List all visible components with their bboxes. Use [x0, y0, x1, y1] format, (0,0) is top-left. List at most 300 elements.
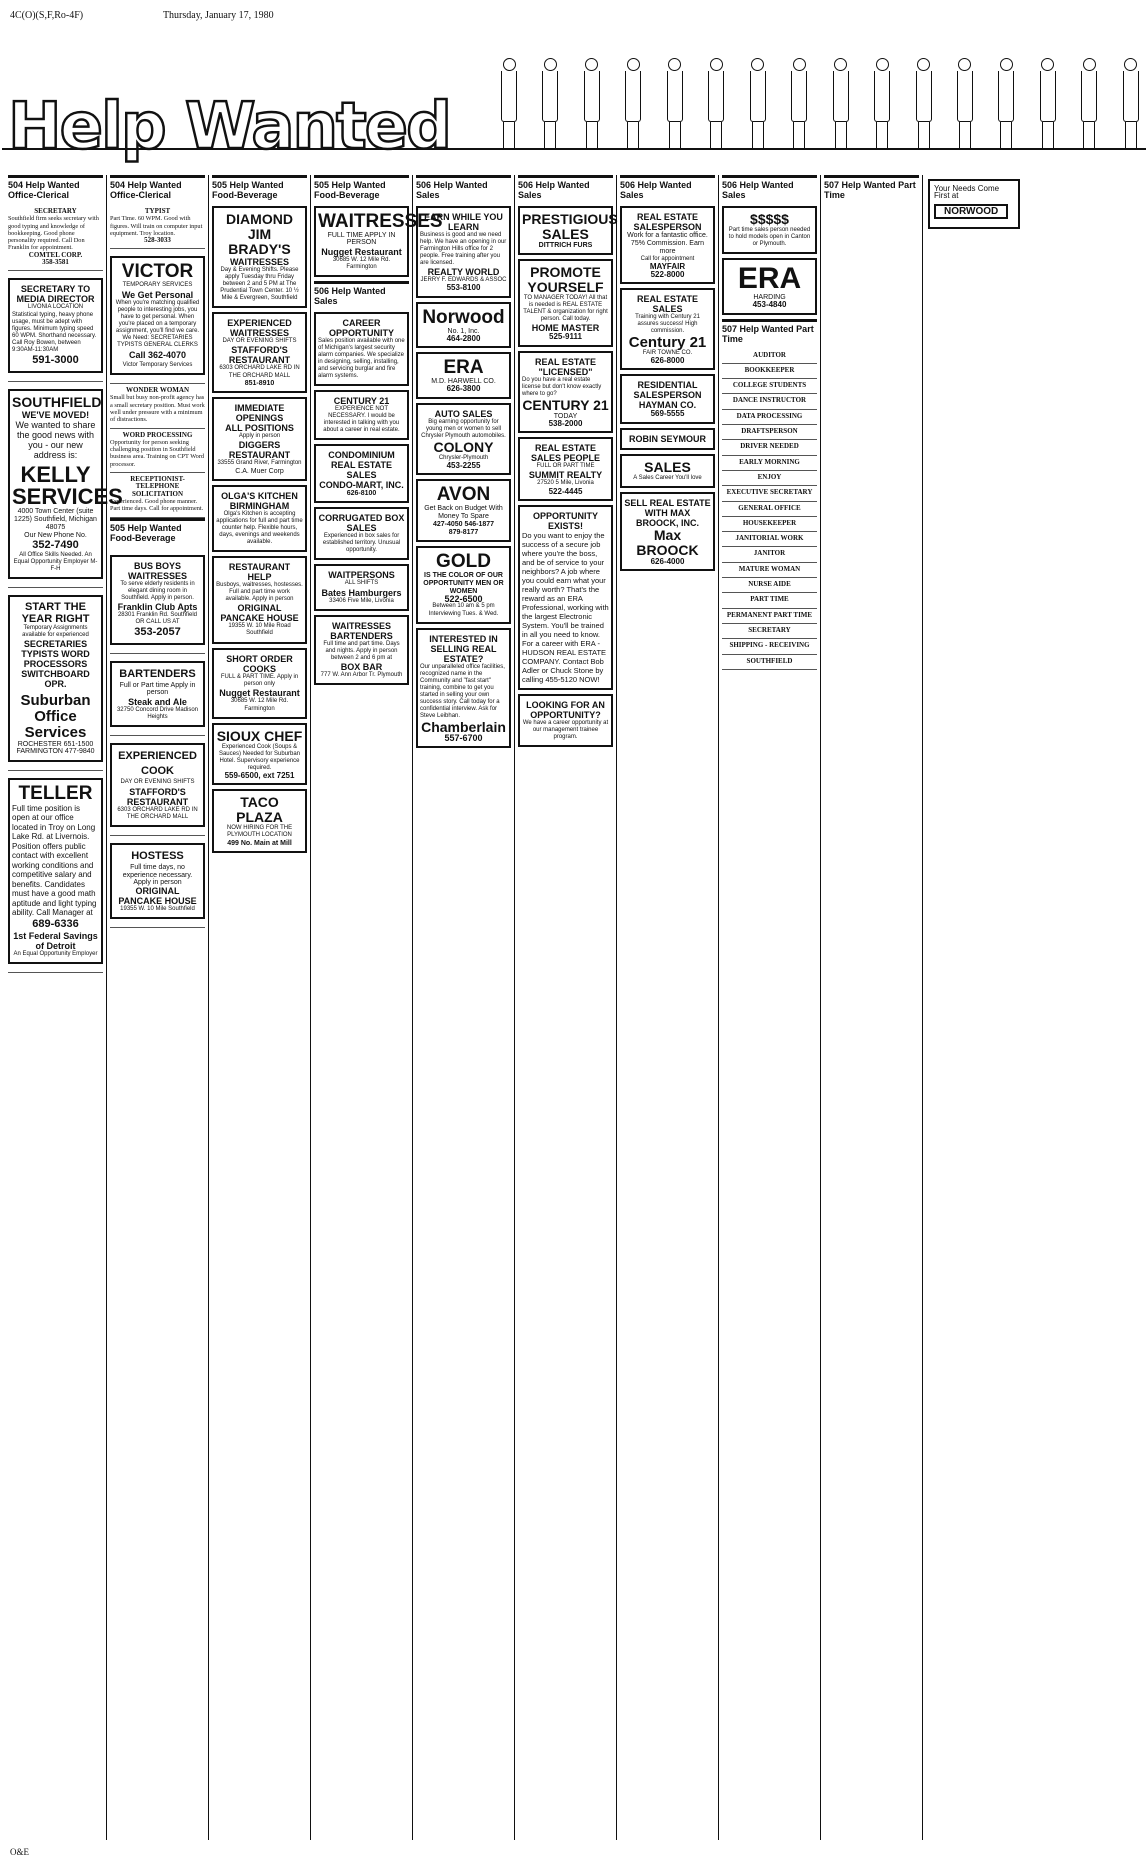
ad-gold: [416, 546, 511, 624]
section-header: 506 Help Wanted Sales: [722, 175, 817, 202]
ad-body: To serve elderly residents in elegant dining room in Southfield. Apply in person.: [120, 580, 195, 601]
ad-company: Suburban Office Services: [20, 691, 91, 741]
ad-sub: Your Needs Come First at: [934, 184, 1000, 201]
ad-body: EXPERIENCE NOT NECESSARY. I would be interested in talking with you about a career in real estate.: [323, 406, 400, 434]
part-time-list: [722, 349, 817, 670]
ad-heading: TELLER: [18, 782, 93, 804]
ad-realty-world: [416, 206, 511, 298]
ad-heading: REAL ESTATE SALES: [636, 293, 698, 314]
section-header: 505 Help Wanted Food-Beverage: [110, 518, 205, 545]
worker-figure-icon: [915, 58, 933, 150]
column-2: [107, 175, 209, 1840]
ad-body: Sales position available with one of Michigan's largest security alarm companies. We specialize in designing, selling, installing, and servicing burglar and fire alarm systems.: [318, 338, 405, 380]
ad-kelly: [8, 382, 123, 588]
part-time-ad: [722, 425, 817, 440]
ad-note: All Office Skills Needed. An Equal Opportunity Employer M-F-H: [13, 551, 98, 572]
ad-heading: LOOKING FOR AN OPPORTUNITY?: [526, 700, 605, 721]
ad-sub: No. 1, Inc.: [447, 327, 480, 335]
banner-title: Help Wanted: [8, 90, 450, 164]
ad-corrugated: [314, 507, 409, 560]
ad-heading: RESTAURANT HELP: [228, 562, 291, 583]
display-box: [8, 778, 103, 964]
ad-heading: PRESTIGIOUS SALES: [522, 211, 618, 242]
ad-company: ORIGINAL PANCAKE HOUSE: [118, 886, 197, 907]
part-time-ad: [722, 563, 817, 578]
ad-sub: LIVONIA LOCATION: [27, 304, 84, 311]
ad-steak-and-ale: [110, 654, 205, 736]
part-time-ad: [722, 410, 817, 425]
section-header: 505 Help Wanted Food-Beverage: [212, 175, 307, 202]
ad-sub: A Sales Career You'll love: [633, 474, 702, 481]
ad-company: DIGGERS RESTAURANT: [228, 440, 291, 461]
ad-box-bar: [314, 615, 409, 685]
ad-opportunity-exists: [518, 505, 613, 690]
ad-company: CENTURY 21: [522, 396, 609, 413]
ad-heading: $$$$$: [750, 211, 789, 227]
section-header: 504 Help Wanted Office-Clerical: [8, 175, 103, 202]
part-time-ad: [722, 609, 817, 624]
ad-career-opportunity: [314, 312, 409, 386]
ad-sub: FAIR TOWNE CO.: [642, 349, 693, 356]
part-time-ad: [722, 502, 817, 517]
ad-olgas-kitchen: [212, 485, 307, 552]
ad-company: REALTY WORLD: [427, 267, 500, 277]
ad-heading: REAL ESTATE SALESPERSON: [633, 212, 702, 232]
ad-company: OLGA'S KITCHEN BIRMINGHAM: [221, 491, 298, 512]
ad-address: 6303 ORCHARD LAKE RD IN THE ORCHARD MALL: [219, 365, 300, 379]
ad-era-harwell: [416, 352, 511, 399]
ad-sub: TEMPORARY SERVICES: [122, 282, 193, 289]
column-10: [923, 175, 1025, 1840]
ad-bates: [314, 564, 409, 611]
section-header: 506 Help Wanted Sales: [620, 175, 715, 202]
ad-heading: DRIVER NEEDED: [740, 442, 799, 451]
ad-company: STAFFORD'S RESTAURANT: [228, 345, 291, 366]
section-header: 506 Help Wanted Sales: [518, 175, 613, 202]
ad-heading: REAL ESTATE SALES PEOPLE: [530, 443, 601, 464]
worker-figure-icon: [956, 58, 974, 150]
ad-secretary: [8, 205, 103, 271]
ad-diggers: [212, 397, 307, 481]
ad-body: Training with Century 21 assures success! High commission.: [635, 313, 700, 334]
ad-phone-label: Our New Phone No.: [24, 531, 87, 539]
ad-heading: HOSTESS: [131, 850, 184, 863]
ad-heading: SECRETARY: [34, 207, 77, 215]
ad-heading: GENERAL OFFICE: [738, 503, 801, 512]
part-time-ad: [722, 593, 817, 608]
worker-figure-icon: [707, 58, 725, 150]
ad-heading: JANITORIAL WORK: [735, 534, 804, 543]
ad-restaurant-help: [212, 556, 307, 644]
ad-phone: 559-6500, ext 7251: [224, 770, 295, 780]
ad-heading: JANITOR: [753, 549, 786, 558]
part-time-ad: [722, 456, 817, 471]
ad-max-broock: [620, 492, 715, 571]
ad-company: COMTEL CORP.: [28, 250, 83, 259]
ad-receptionist: [110, 473, 205, 517]
page-folio: [10, 10, 274, 21]
ad-body: Olga's Kitchen is accepting applications for full and part time counter help. Flexible hours, days, evenings and weekends available.: [216, 511, 303, 546]
ad-century-21-fairtowne: [620, 288, 715, 371]
banner-rule: [2, 148, 1146, 150]
worker-figure-icon: [500, 58, 518, 150]
section-header: 506 Help Wanted Sales: [416, 175, 511, 202]
display-box: [110, 843, 205, 919]
ad-company: Norwood: [422, 306, 505, 328]
ad-sub: WE'VE MOVED!: [21, 409, 90, 420]
ad-heading: OPPORTUNITY EXISTS!: [532, 511, 598, 532]
ad-heading: DATA PROCESSING: [736, 411, 803, 420]
ad-company: SUMMIT REALTY: [528, 470, 603, 481]
ad-hayman: [620, 374, 715, 423]
ad-phone: 626-3800: [446, 384, 481, 394]
ad-company: COLONY: [433, 438, 494, 455]
ad-address: 33555 Grand River, Farmington: [217, 460, 302, 467]
ad-company: Nugget Restaurant: [321, 246, 402, 257]
ad-heading: SECRETARY TO MEDIA DIRECTOR: [16, 284, 95, 305]
ad-robin-seymour: [620, 428, 715, 450]
ad-body: Work for a fantastic office. 75% Commission. Earn more: [627, 232, 708, 255]
ad-company: Nugget Restaurant: [219, 688, 300, 699]
column-9: [821, 175, 923, 1840]
display-box: [8, 389, 123, 579]
ad-summit-realty: [518, 437, 613, 501]
section-header: 505 Help Wanted Food-Beverage: [314, 175, 409, 202]
part-time-ad: [722, 486, 817, 501]
ad-franklin-club: [110, 548, 205, 655]
worker-figure-icon: [666, 58, 684, 150]
ad-heading: COLLEGE STUDENTS: [732, 381, 807, 390]
ad-chamberlain: [416, 628, 511, 748]
ad-phone: FARMINGTON 477-9840: [16, 748, 95, 756]
ad-phone: 525-9111: [549, 332, 582, 342]
ad-note: Between 10 am & 5 pm Interviewing Tues. & Wed.: [428, 603, 499, 617]
norwood-logo: NORWOOD: [934, 204, 1008, 219]
ad-nugget-waitresses: [314, 206, 443, 277]
ad-phone: Call 362-4070: [128, 349, 187, 360]
ad-heading: WONDER WOMAN: [125, 386, 190, 395]
ad-body: Full time and part time. Days and nights. Apply in person between 2 and 6 pm at: [323, 641, 400, 662]
ad-address: 19355 W. 10 Mile Road Southfield: [228, 623, 291, 637]
ad-phone: 353-2057: [134, 626, 181, 639]
ad-sub: DAY OR EVENING SHIFTS: [120, 779, 195, 786]
ad-heading: SHORT ORDER COOKS: [226, 653, 293, 674]
section-header: 507 Help Wanted Part Time: [824, 175, 919, 202]
ad-diamond-jim: [212, 206, 307, 308]
ad-heading: MATURE WOMAN: [738, 564, 801, 573]
ad-company: SIOUX CHEF: [216, 727, 303, 744]
ad-looking: [518, 694, 613, 747]
ad-heading: EXECUTIVE SECRETARY: [726, 488, 813, 497]
ad-company: Chamberlain: [421, 718, 506, 735]
worker-figure-icon: [1122, 58, 1140, 150]
display-box: [110, 661, 205, 727]
ad-phone: 464-2800: [446, 333, 481, 343]
ad-heading: SELL REAL ESTATE WITH MAX BROOCK, INC.: [624, 498, 711, 529]
part-time-ad: [722, 364, 817, 379]
ad-address: 27520 5 Mile, Livonia: [537, 480, 594, 487]
display-box: [110, 555, 205, 646]
ad-jobs: SECRETARIES TYPISTS WORD PROCESSORS SWITCHBOARD OPR.: [21, 638, 90, 689]
worker-figure-icon: [997, 58, 1015, 150]
ad-body: Statistical typing, heavy phone usage, must be adept with figures. Minimum typing speed 60 WPM. Shorthand necessary. Call Roy Bowen, between 9:30AM-11:30AM: [12, 311, 97, 353]
ad-heading: EARN WHILE YOU LEARN: [424, 212, 503, 232]
ad-heading: WORD PROCESSING: [122, 430, 193, 439]
ad-sub: ALL SHIFTS: [344, 580, 379, 587]
ad-dittrich: [518, 206, 618, 255]
ad-note: C.A. Muer Corp: [235, 467, 284, 475]
ad-phone: 358-3581: [42, 258, 69, 267]
ad-body: Do you want to enjoy the success of a secure job where you're the boss, and be of service to your neighbors? A job where you could earn what your really worth? That's the reward as an ERA Professional, working with the largest Electronic System. You'll be trained in all you need to know. For a career with ERA - HUDSON REAL ESTATE COMPANY. Contact Bob Adler or Chuck Stone by calling 455-5120 NOW!: [522, 531, 609, 685]
ad-heading: HOUSEKEEPER: [742, 518, 797, 527]
ad-stafford-cook: [110, 736, 205, 836]
worker-figure-icon: [832, 58, 850, 150]
ad-century-21: [314, 390, 409, 440]
ad-company: 1st Federal Savings of Detroit: [13, 930, 98, 951]
ad-body: Southfield firm seeks secretary with good typing and knowledge of bookkeeping. Good phone personality required. Call Don Franklin for appointment.: [8, 215, 99, 252]
masthead-figures: [500, 30, 1140, 150]
ad-phone: 626-8100: [346, 490, 377, 498]
ad-company: Steak and Ale: [128, 696, 187, 707]
ad-heading: TYPIST: [144, 207, 171, 215]
ad-heading: CAREER OPPORTUNITY: [328, 318, 394, 339]
ad-body: We have a career opportunity at our management trainee program.: [522, 720, 609, 741]
ad-heading: PERMANENT PART TIME: [726, 610, 813, 619]
ad-heading: RESIDENTIAL SALESPERSON: [633, 380, 702, 401]
ad-company: CONDO-MART, INC.: [319, 480, 404, 491]
masthead: [0, 30, 1148, 170]
ad-short-order: [212, 648, 307, 719]
ad-heading: ENJOY: [757, 472, 782, 481]
ad-phone: ROCHESTER 651-1500: [17, 740, 94, 748]
ad-note: An Equal Opportunity Employer: [13, 950, 98, 957]
ad-phone: 626-8000: [650, 356, 685, 366]
part-time-ad: [722, 578, 817, 593]
ad-sub: HARDING: [753, 294, 786, 301]
ad-company: Max BROOCK: [636, 527, 699, 559]
ad-phone: 352-7490: [32, 538, 79, 551]
ad-note: Victor Temporary Services: [122, 361, 193, 368]
ad-sub: ALL POSITIONS: [225, 423, 294, 434]
part-time-ad: [722, 532, 817, 547]
ad-body: FULL & PART TIME. Apply in person only: [220, 673, 299, 687]
ad-heading: AUTO SALES: [434, 408, 493, 419]
ad-address: 30685 W. 12 Mile Rd. Farmington: [230, 698, 289, 712]
ad-company: Century 21: [628, 333, 707, 351]
ad-sub: DAY OR EVENING SHIFTS: [222, 338, 297, 344]
ad-company: ERA: [737, 262, 802, 295]
ad-heading: SOUTHFIELD: [746, 656, 793, 665]
section-header: 504 Help Wanted Office-Clerical: [110, 175, 205, 202]
ad-phone: 522-6500: [444, 593, 483, 604]
ad-norwood-display: [928, 179, 1020, 229]
ad-body: Full time days, no experience necessary. Apply in person: [122, 864, 193, 886]
worker-figure-icon: [749, 58, 767, 150]
ad-heading: IMMEDIATE OPENINGS: [234, 403, 285, 424]
ad-body: Full or Part time Apply in person: [119, 682, 196, 697]
display-box: [8, 595, 103, 762]
ad-mayfair: [620, 206, 715, 284]
part-time-ad: [722, 547, 817, 562]
ad-phone: 538-2000: [548, 418, 583, 428]
ad-licensed: [518, 351, 613, 434]
ad-sub: Chrysler-Plymouth: [438, 454, 489, 461]
part-time-ad: [722, 349, 817, 364]
ad-condo-mart: [314, 444, 409, 503]
ad-media-secretary: [8, 271, 103, 381]
worker-figure-icon: [624, 58, 642, 150]
ad-heading: BUS BOYS WAITRESSES: [127, 560, 187, 581]
ad-phone: 591-3000: [32, 353, 79, 366]
ad-avon: [416, 479, 511, 542]
ad-teller: [8, 771, 103, 973]
part-time-ad: [722, 379, 817, 394]
worker-figure-icon: [583, 58, 601, 150]
ad-phone: 522-8000: [650, 269, 685, 279]
ad-heading: WAITRESSES BARTENDERS: [330, 621, 393, 642]
ad-address: 32750 Concord Drive Madison Heights: [116, 706, 199, 721]
ad-company: ERA: [443, 357, 484, 379]
ad-address: 6303 ORCHARD LAKE RD IN THE ORCHARD MALL: [117, 806, 198, 820]
ad-company: VICTOR: [121, 261, 194, 283]
ad-sales-career: [620, 454, 715, 488]
worker-figure-icon: [790, 58, 808, 150]
ad-body: Our unparalleled office facilities, recognized name in the Community and "fast start" training, combine to get you started in selling your own success story. Call today for a confidential interview. Ask for Steve Leibhan.: [420, 663, 505, 719]
ad-phone: 557-6700: [444, 732, 483, 743]
worker-figure-icon: [1039, 58, 1057, 150]
ad-sub: FULL TIME APPLY IN PERSON: [327, 232, 396, 247]
ad-address: 4000 Town Center (suite 1225) Southfield, Michigan 48075: [14, 507, 97, 531]
ad-body: Get Back on Budget With Money To Spare: [424, 505, 503, 521]
ad-heading: SALES: [644, 458, 691, 475]
ad-heading: SECRETARY: [748, 625, 791, 634]
ad-phone: 522-4445: [548, 486, 583, 496]
ad-body: We wanted to share the good news with you - our new address is:: [15, 419, 96, 460]
ad-sioux-chef: [212, 723, 307, 785]
folio-code: 4C(O)(S,F,Ro-4F): [10, 10, 84, 21]
ad-heading: SHIPPING - RECEIVING: [729, 641, 810, 650]
ad-address: 499 No. Main at Mill: [227, 839, 292, 847]
ad-heading: REAL ESTATE "LICENSED": [534, 356, 596, 377]
ad-wonder-woman: [110, 384, 205, 428]
ad-suburban: [8, 588, 103, 771]
ad-heading: ROBIN SEYMOUR: [628, 433, 706, 444]
ad-body: Small but busy non-profit agency has a small secretary position. Must work well under pressure with a minimum of distractions.: [110, 394, 205, 424]
display-box: [110, 256, 205, 375]
ad-body: Full time position is open at our office located in Troy on Long Lake Rd. at Livernois. Position offers public contact with excellent working conditions and competitive salary and benefits. Candidates must have a good math aptitude and light typing ability. Call Manager at: [12, 803, 97, 918]
ad-heading: START THE YEAR RIGHT: [21, 600, 90, 625]
ad-phone: 427-4050 546-1877: [432, 521, 495, 529]
ad-body: When you're matching qualified people to interesting jobs, you have to get personal. When you're placed on a temporary assignment, you'll find we care. We Need: SECRETARIES TYPISTS GENERAL CLERKS: [115, 299, 200, 348]
ad-heading: CONDOMINIUM REAL ESTATE SALES: [328, 450, 395, 481]
column-5: [413, 175, 515, 1840]
worker-figure-icon: [873, 58, 891, 150]
ad-word-processing: [110, 429, 205, 473]
ad-body: Big earning opportunity for young men or women to sell Chrysler Plymouth automobiles.: [421, 418, 506, 439]
ad-body: Busboys, waitresses, hostesses. Full and part time work available. Apply in person: [216, 582, 303, 603]
ad-victor: [110, 249, 205, 384]
ad-heading: NURSE AIDE: [748, 580, 791, 589]
ad-heading: PART TIME: [750, 595, 789, 604]
column-3: [209, 175, 311, 1840]
ad-company: HOME MASTER: [531, 323, 600, 334]
ad-heading: AUDITOR: [753, 350, 786, 359]
ad-heading: CENTURY 21: [333, 396, 390, 407]
part-time-ad: [722, 517, 817, 532]
section-header: 506 Help Wanted Sales: [314, 281, 409, 308]
ad-address: 777 W. Ann Arbor Tr. Plymouth: [320, 672, 403, 679]
ad-note: Call for appointment: [640, 256, 695, 262]
ad-norwood-no1: [416, 302, 511, 349]
ad-body: Apply in person: [238, 433, 281, 440]
ad-heading: CORRUGATED BOX SALES: [318, 513, 405, 534]
worker-figure-icon: [1080, 58, 1098, 150]
ad-body: Part time sales person needed to hold models open in Canton or Plymouth.: [728, 227, 811, 247]
ad-heading: EXPERIENCED COOK: [118, 750, 197, 778]
ad-body: Part Time. 60 WPM. Good with figures. Will train on computer input equipment. Troy location.: [110, 215, 203, 237]
ad-era-harding: [722, 258, 817, 315]
part-time-ad: [722, 394, 817, 409]
ad-company: HAYMAN CO.: [638, 400, 697, 411]
ad-address: 33406 Five Mile, Livonia: [329, 597, 394, 604]
ad-company: DITTRICH FURS: [538, 242, 593, 249]
ad-phone: 626-4000: [650, 557, 685, 567]
ad-heading: SOUTHFIELD: [12, 393, 102, 410]
ad-heading: WAITPERSONS: [328, 570, 395, 581]
ad-phone: 851-8910: [244, 379, 275, 387]
ad-sub: JERRY F. EDWARDS & ASSOC: [420, 277, 507, 283]
ad-heading: RECEPTIONIST-TELEPHONE SOLICITATION: [130, 475, 185, 498]
ad-body: Experienced. Good phone manner. Part time days. Call for appointment.: [110, 497, 204, 513]
ad-phone: 528-3033: [144, 236, 171, 245]
ad-pancake-hostess: [110, 836, 205, 928]
ad-company: ORIGINAL PANCAKE HOUSE: [220, 603, 299, 624]
ad-body: TO MANAGER TODAY! All that is needed is REAL ESTATE TALENT & organization for right person. Call today.: [523, 295, 608, 323]
ad-taco-plaza: [212, 789, 307, 853]
ad-company: TACO PLAZA: [236, 794, 283, 826]
ad-body: Opportunity for person seeking challenging position in Southfield business area. Training on CPT Word processor.: [110, 438, 205, 468]
part-time-ad: [722, 655, 817, 670]
ad-phone: 569-5555: [650, 409, 685, 419]
ad-phone: 553-8100: [446, 283, 481, 293]
column-6: [515, 175, 617, 1840]
ad-heading: EXPERIENCED WAITRESSES: [227, 318, 292, 338]
display-box: [110, 743, 205, 827]
section-header: 507 Help Wanted Part Time: [722, 319, 817, 346]
ad-body: Do you have a real estate license but don't know exactly where to go?: [522, 376, 602, 397]
ad-address: 28301 Franklin Rd. Southfield OR CALL US AT: [117, 611, 198, 625]
ad-sub: TODAY: [553, 412, 578, 420]
ad-company: Bates Hamburgers: [321, 587, 402, 598]
ad-heading: BARTENDERS: [119, 668, 196, 681]
display-box: [8, 278, 103, 372]
ad-heading: INTERESTED IN SELLING REAL ESTATE?: [429, 633, 498, 664]
ad-body: IS THE COLOR OF OUR OPPORTUNITY MEN OR WOMEN: [423, 571, 504, 595]
ad-company: BOX BAR: [340, 662, 383, 673]
ad-sub: M.D. HARWELL CO.: [431, 378, 496, 386]
ad-heading: DANCE INSTRUCTOR: [732, 396, 807, 405]
ad-body: NOW HIRING FOR THE PLYMOUTH LOCATION: [226, 825, 293, 839]
ad-phone: 453-4840: [752, 300, 787, 310]
ad-typist: [110, 205, 205, 249]
ad-phone: 879-8177: [448, 528, 479, 536]
ad-body: Experienced Cook (Soups & Sauces) Needed for Suburban Hotel. Supervisory experience required.: [218, 743, 301, 771]
date-line: Thursday, January 17, 1980: [162, 10, 274, 21]
part-time-ad: [722, 639, 817, 654]
classified-grid: [5, 175, 1143, 1840]
part-time-ad: [722, 624, 817, 639]
ad-dollars: [722, 206, 817, 254]
